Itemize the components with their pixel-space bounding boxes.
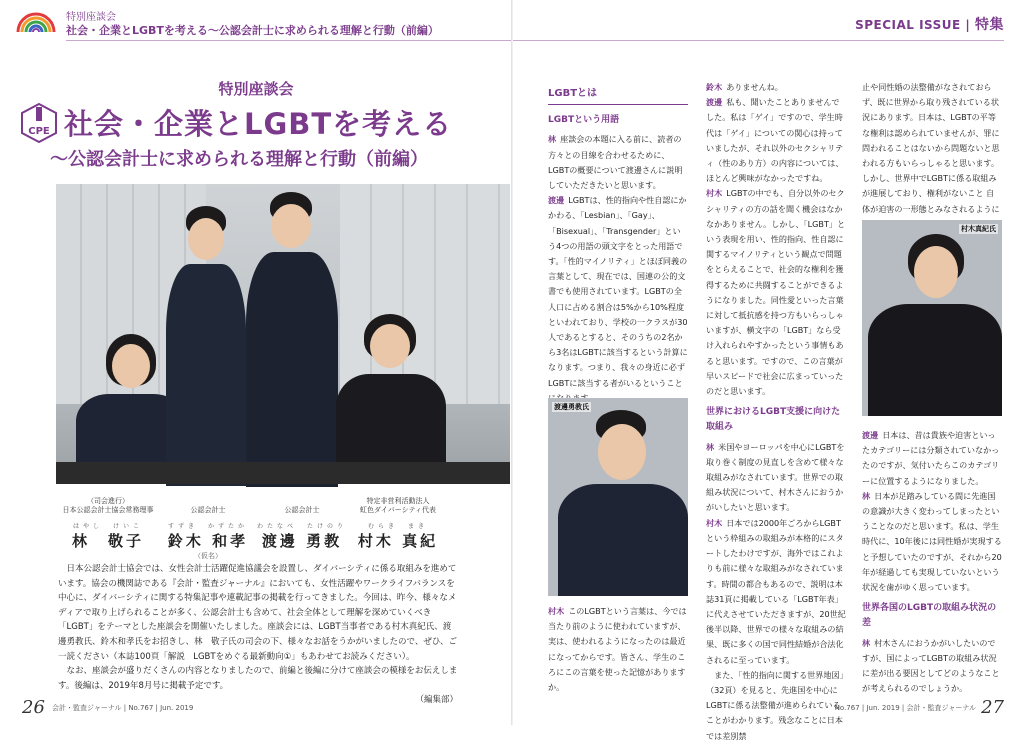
caption-name: 林 敬子 (71, 532, 144, 550)
caption-role: 特定非営利活動法人 虹色ダイバーシティ代表 (359, 497, 437, 514)
speaker: 林 (862, 490, 871, 501)
speech: 鈴木 ありませんね。 (706, 82, 783, 92)
header-title: 社会・企業とLGBTを考える〜公認会計士に求められる理解と行動（前編） (66, 24, 439, 37)
speaker: 林 (862, 637, 871, 648)
cpe-badge-icon (20, 103, 58, 143)
speech: 林 米国やヨーロッパを中心にLGBTを取り巻く制度の見直しを含めて様々な取組みがなされています。世界での取組み状況について、村木さんにおうかがいしたいと思います。 (706, 441, 845, 513)
subsection-heading: LGBTという用語 (548, 115, 620, 126)
intro-paragraph: なお、座談会が盛りだくさんの内容となりましたので、前編と後編に分けて座談会の模様をお伝えします。後編は、2019年8月号に掲載予定です。 (58, 666, 458, 691)
speech: 村木 日本では2000年ごろからLGBTという枠組みの取組みが本格的にスタートしたわけですが、海外ではこれよりも前に様々な取組みがなされています。時間の都合もあるので、説明は本誌31頁に掲載している「LGBT年表」に代えさせていただきますが、20世紀後半以降、世界での様々な取組みの結果、既に多くの国で同性結婚が合法化されるに至っています。 (706, 517, 846, 665)
column-1-bottom (548, 604, 688, 695)
column-2 (706, 80, 846, 744)
article-intro (58, 562, 458, 708)
column-3-bottom (862, 428, 1002, 696)
caption-ruby: すずき かずたか (167, 523, 249, 530)
speaker: 渡邊 (706, 97, 723, 108)
intro-paragraph: 日本公認会計士協会では、女性会計士活躍促進協議会を設置し、ダイバーシティに係る取組みを進めています。協会の機関誌である『会計・監査ジャーナル』においても、女性活躍やワークライフバランスを中心に、ダイバーシティに関する特集記事や連載記事の掲載を行ってきました。今回は、昨今、様々なメディアで取り上げられることが多く、公認会計士も含めて、社会全体として理解を深めていくべき「LGBT」をテーマとした座談会を開催いたしました。座談会には、LGBT当事者である村木真紀氏、渡邊勇教氏、鈴木和孝氏をお招きし、林 敬子氏の司会の下、様々なお話をうかがいましたので、ぜひ、ご一読ください（本誌100頁「解説 LGBTをめぐる最新動向①」もあわせてお読みください）。 (58, 564, 457, 662)
photo-watanabe (548, 398, 688, 596)
caption-muraki (338, 497, 458, 551)
article-subtitle: 〜公認会計士に求められる理解と行動（前編） (50, 149, 428, 170)
speech: 林 座談会の本題に入る前に、読者の方々との目線を合わせるために、LGBTの概要について渡邊さんに説明していただきたいと思います。 (548, 134, 683, 191)
section-heading: LGBTとは (548, 86, 688, 105)
speaker: 渡邊 (548, 195, 565, 206)
speech: 渡邊 LGBTは、性的指向や性自認にかかわる、「Lesbian」、「Gay」、「Bisexual」、「Transgender」という4つの用語の頭文字をとった用語です。「性的マイノリティ」とほぼ同義の言葉として、現在では、国連の公的文書でも使用されています。LGBTの全人口に占める割合は5%から10%程度といわれており、学校の一クラスが30人であるとすると、そのうちの2名から3名はLGBTに該当するという計算になります。つまり、我々の身近に必ずLGBTに該当する者がいるということ (548, 195, 688, 388)
speech: 村木 LGBTの中でも、自分以外のセクシャリティの方の話を聞く機会はなかなかありません。しかし、「LGBT」という表現を用い、性的指向、性自認に関するマイノリティという観点で問題をとらえることで、社会的な権利を獲得するために共闘することができるようになりました。同性愛といった言葉に対して抵抗感を持つ方もいらっしゃいますが、横文字の「LGBT」なら受け入れられやすかったという事情もあると思います。ですので、この言葉が早いスピードで社会に広まっていったのだと思います。 (706, 188, 846, 397)
article-title: 社会・企業とLGBTを考える (64, 107, 453, 141)
page-number-left: 26 (22, 697, 45, 718)
caption-name: 鈴木 和孝 (167, 532, 249, 550)
column-3 (862, 80, 1002, 232)
special-issue-jp: 特集 (975, 17, 1004, 33)
caption-name: 渡邊 勇教 (261, 532, 343, 550)
caption-ruby: むらき まき (367, 523, 428, 530)
speaker: 村木 (548, 606, 565, 616)
group-photo (56, 184, 510, 484)
footer-left: 会計・監査ジャーナル | No.767 | Jun. 2019 (52, 704, 194, 712)
page-number-right: 27 (981, 697, 1004, 718)
page-spine (511, 0, 513, 725)
caption-name: 村木 真紀 (357, 532, 439, 550)
person-watanabe (246, 192, 338, 487)
caption-note: （仮名） (194, 552, 222, 560)
person-suzuki (166, 206, 246, 486)
speaker: 鈴木 (706, 82, 723, 92)
speaker: 林 (548, 134, 557, 145)
speech: また、「性的指向に関する世界地図」（32頁）を見ると、先進国を中心にLGBTに係る法整備が進められていることがわかります。残念なことに日本では差別禁 (706, 669, 844, 741)
speech-continued: 止や同性婚の法整備がなされておらず、既に世界から取り残されている状況にあります。日本は、LGBTの平等な権利は認められていませんが、罪に問われることはないから問題ないと思われる方もいらっしゃると思います。しかし、世界中でLGBTに係る取組みが進展しており、権利がないこと ⾃体が迫害の一形態とみなされるように (862, 82, 1000, 214)
header-rule (66, 40, 1004, 41)
column-1 (548, 86, 688, 406)
speech: 林 村木さんにおうかがいしたいのですが、国によってLGBTの取組み状況に差が出る要因としてどのようなことが考えられるのでしょうか。 (862, 637, 1000, 694)
speaker: 村木 (706, 517, 723, 528)
photo-label: 渡邊勇教氏 (554, 403, 589, 411)
caption-role: （司会進行） 日本公認会計士協会常務理事 (62, 497, 154, 514)
subsection-heading: 世界におけるLGBT支援に向けた取組み (706, 407, 841, 433)
speech: 林 日本が足踏みしている間に先進国の意識が大きく変わってしまったということなのだと思います。私は、学生時代に、10年後には同性婚が実現すると予想していたのですが、それから20年が経過しても実現していないという状況を歯がゆく思っています。 (862, 490, 1002, 593)
rainbow-logo-icon (16, 10, 56, 32)
special-issue-en: SPECIAL ISSUE (855, 18, 961, 32)
caption-role: 公認会計士 (284, 506, 320, 514)
cpe-badge-text: CPE (28, 126, 50, 137)
footer-right: No.767 | Jun. 2019 | 会計・監査ジャーナル (834, 704, 976, 712)
speaker: 渡邊 (862, 430, 879, 440)
speech: 渡邊 日本は、昔は貴族や迫害といったカテゴリーには分類されていなかったのですが、気付いたらこのカテゴリーに位置するようになりました。 (862, 430, 1000, 486)
speaker: 林 (706, 441, 715, 452)
special-issue-label: SPECIAL ISSUE | 特集 (855, 17, 1004, 33)
photo-table (56, 462, 510, 484)
header-label: 特別座談会 (66, 12, 116, 23)
photo-label: 村木真紀氏 (961, 225, 996, 233)
photo-muraki (862, 220, 1002, 416)
caption-role: 公認会計士 (190, 506, 226, 514)
speech: 村木 このLGBTという言葉は、今では当たり前のように使われていますが、実は、使われるようになったのは最近になってからです。皆さん、学生のころにこの言葉を使った記憶がありますか。 (548, 606, 687, 693)
caption-ruby: わたなべ たけのり (256, 523, 347, 530)
subsection-heading: 世界各国のLGBTの取組み状況の差 (862, 603, 997, 629)
caption-ruby: はやし けいこ (72, 523, 143, 530)
intro-signature: （編集部） (415, 695, 458, 706)
speaker: 村木 (706, 188, 723, 199)
person-muraki (336, 314, 446, 484)
speech: 渡邊 私も、聞いたことありませんでした。私は「ゲイ」ですので、学生時代は「ゲイ」についての関心は持っていましたが、それ以外のセクシャリティ（性のあり方）の内容については、ほとんど興味がなかったですね。 (706, 97, 844, 184)
article-kicker: 特別座談会 (218, 80, 294, 98)
